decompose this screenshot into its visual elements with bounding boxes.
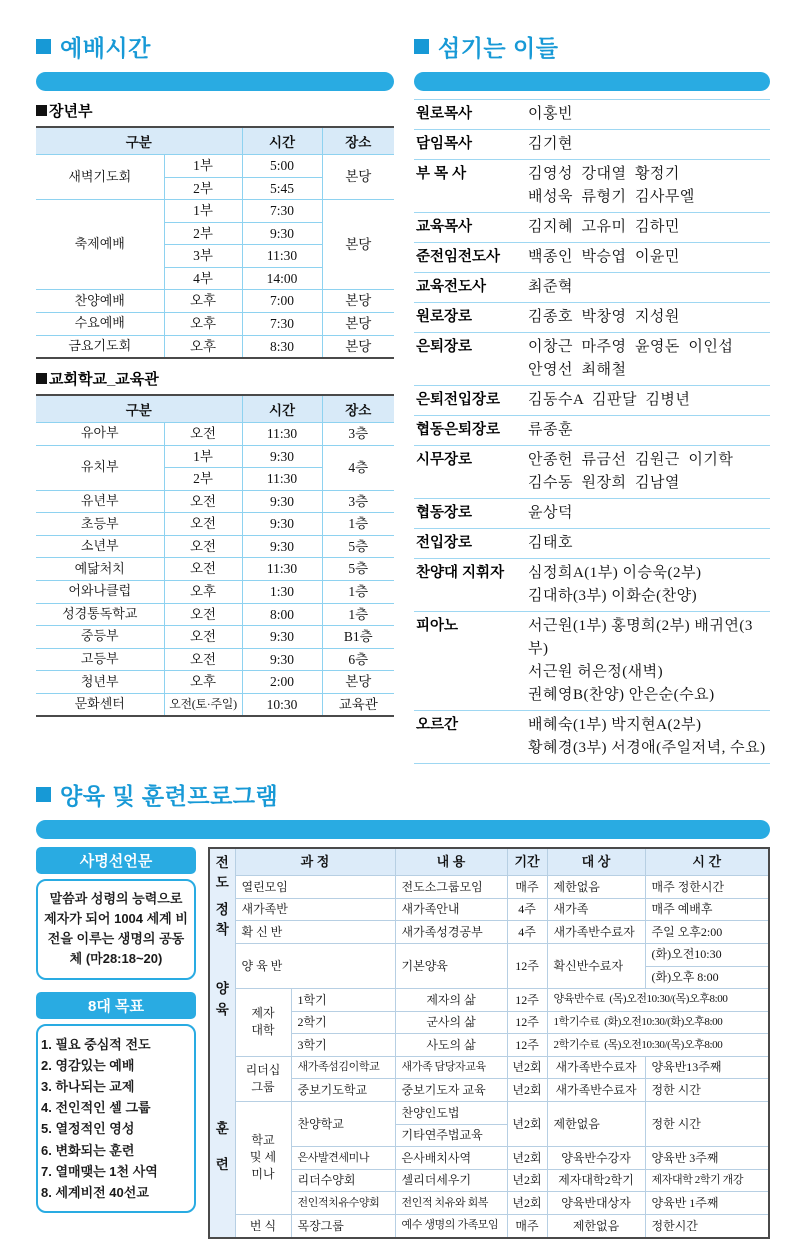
section-title-text: 섬기는 이들	[438, 35, 559, 61]
goal-item: 8. 세계비전 40선교	[41, 1184, 149, 1200]
cell-place: 6층	[322, 648, 394, 671]
cell-time: 7:30	[242, 312, 322, 335]
cell-time: (화)오후 8:00	[645, 966, 769, 989]
servant-names-line: 서근원(1부) 홍명희(2부) 배귀연(3부)	[528, 618, 753, 657]
cell-place: 1층	[322, 581, 394, 604]
goals-heading: 8대 목표	[36, 992, 196, 1019]
cell-period: 12주	[507, 943, 547, 988]
cell-part: 오전	[164, 648, 242, 671]
cell-time: 주일 오후2:00	[645, 921, 769, 944]
servant-names-line: 안종헌 류금선 김원근 이기학	[528, 452, 734, 468]
cell-time: 11:30	[242, 245, 322, 268]
servant-names-line: 김대하(3부) 이화순(찬양)	[528, 588, 698, 604]
table-row	[209, 921, 769, 944]
cell-part: 오전	[164, 535, 242, 558]
servant-names-line: 김수동 원장희 김남열	[528, 475, 680, 491]
cell-time: 11:30	[242, 423, 322, 446]
cell-name: 성경통독학교	[36, 603, 164, 626]
cell-place: 본당	[322, 312, 394, 335]
cell-part: 2부	[164, 222, 242, 245]
servant-role: 담임목사	[416, 136, 473, 152]
servant-names-line: 김태호	[528, 535, 573, 551]
cell-place: 3층	[322, 490, 394, 513]
cell-part: 2부	[164, 468, 242, 491]
cell-target: 새가족반수료자	[547, 1056, 645, 1079]
table-row	[36, 200, 394, 223]
cell-place: B1층	[322, 626, 394, 649]
cell-name: 새벽기도회	[36, 155, 164, 200]
cell-name: 청년부	[36, 671, 164, 694]
table-row	[209, 876, 769, 899]
cell-part: 오후	[164, 581, 242, 604]
servants-section	[414, 26, 770, 764]
col-header-time: 시간	[242, 395, 322, 423]
cell-course: 리더수양회	[291, 1169, 395, 1192]
program-table-wrap	[208, 847, 770, 1239]
cell-target: 확신반수료자	[547, 943, 645, 988]
servant-names-line: 이창근 마주영 윤영돈 이인섭	[528, 339, 734, 355]
servant-entry	[414, 499, 770, 529]
cell-name: 수요예배	[36, 312, 164, 335]
cell-content: 군사의 삶	[395, 1011, 507, 1034]
cell-name: 어와나클럽	[36, 581, 164, 604]
servant-names-line: 김영성 강대열 황정기	[528, 166, 680, 182]
servant-role: 전입장로	[416, 535, 473, 551]
cell-target-time: 1학기수료 (화)오전10:30/(화)오후8:00	[547, 1011, 769, 1034]
top-section	[36, 26, 770, 764]
cell-time: 9:30	[242, 535, 322, 558]
col-header-gubun: 구분	[36, 395, 242, 423]
adult-subheading: 장년부	[36, 100, 394, 121]
servant-role: 원로장로	[416, 309, 473, 325]
table-row	[209, 1056, 769, 1079]
mission-heading: 사명선언문	[36, 847, 196, 874]
cell-time: 제자대학 2학기 개강	[645, 1169, 769, 1192]
cell-target-time: 2학기수료 (목)오전10:30/(목)오후8:00	[547, 1034, 769, 1057]
cell-course: 열린모임	[235, 876, 395, 899]
cell-time: 14:00	[242, 267, 322, 290]
cell-time: 2:00	[242, 671, 322, 694]
table-row	[36, 603, 394, 626]
cell-content: 은사배치사역	[395, 1147, 507, 1170]
servant-role: 찬양대 지휘자	[416, 565, 505, 581]
cell-place: 교육관	[322, 693, 394, 716]
cell-course: 확 신 반	[235, 921, 395, 944]
table-row	[36, 671, 394, 694]
cell-content: 기본양육	[395, 943, 507, 988]
program-table	[208, 847, 770, 1239]
cell-time: 11:30	[242, 468, 322, 491]
servant-names-line: 류종훈	[528, 422, 573, 438]
table-header-row	[36, 127, 394, 155]
servant-entry	[414, 416, 770, 446]
servant-entry	[414, 273, 770, 303]
cell-part: 4부	[164, 267, 242, 290]
cell-target: 새가족	[547, 898, 645, 921]
cell-content: 전인적 치유와 회복	[395, 1192, 507, 1215]
cell-time: 11:30	[242, 558, 322, 581]
cell-course: 새가족섬김이학교	[291, 1056, 395, 1079]
table-row	[36, 155, 394, 178]
goal-item: 7. 열매맺는 1천 사역	[41, 1163, 158, 1179]
section-title-servants	[414, 30, 770, 63]
cell-period: 년2회	[507, 1147, 547, 1170]
cell-part: 오전	[164, 423, 242, 446]
cell-time: 양육반 1주째	[645, 1192, 769, 1215]
cell-name: 금요기도회	[36, 335, 164, 358]
cell-content: 사도의 삶	[395, 1034, 507, 1057]
cell-course: 양 육 반	[235, 943, 395, 988]
square-bullet-icon	[414, 39, 429, 54]
table-row	[36, 290, 394, 313]
servant-names-line: 안영선 최해철	[528, 362, 627, 378]
table-row	[209, 1169, 769, 1192]
table-row	[36, 445, 394, 468]
cell-period: 12주	[507, 1034, 547, 1057]
church-school-table	[36, 394, 394, 717]
col-header-place: 장소	[322, 395, 394, 423]
cell-period: 년2회	[507, 1079, 547, 1102]
goal-item: 6. 변화되는 훈련	[41, 1142, 135, 1158]
cell-place: 본당	[322, 671, 394, 694]
cell-name: 예닮처치	[36, 558, 164, 581]
cell-content: 전도소그룹모임	[395, 876, 507, 899]
cell-place: 5층	[322, 558, 394, 581]
cell-time: 8:00	[242, 603, 322, 626]
square-bullet-icon	[36, 787, 51, 802]
cell-part: 2부	[164, 177, 242, 200]
servant-entry	[414, 386, 770, 416]
cell-course: 찬양학교	[291, 1102, 395, 1147]
servant-names-line: 심정희A(1부) 이승욱(2부)	[528, 565, 702, 581]
servants-list	[414, 99, 770, 764]
section-accent-bar	[36, 72, 394, 91]
cell-time: 정한시간	[645, 1215, 769, 1238]
goal-item: 2. 영감있는 예배	[41, 1057, 135, 1073]
cell-name: 초등부	[36, 513, 164, 536]
goal-item: 4. 전인적인 셀 그룹	[41, 1100, 151, 1116]
cell-target: 양육반대상자	[547, 1192, 645, 1215]
cell-time: 정한 시간	[645, 1102, 769, 1147]
table-row	[209, 1034, 769, 1057]
table-row	[209, 1011, 769, 1034]
cell-time: 7:30	[242, 200, 322, 223]
servant-names-line: 백종인 박승엽 이윤민	[528, 249, 680, 265]
cell-time: 5:45	[242, 177, 322, 200]
small-square-bullet-icon	[36, 373, 47, 384]
table-header-row	[209, 848, 769, 876]
servant-role: 원로목사	[416, 106, 473, 122]
servant-entry	[414, 446, 770, 499]
cell-name: 유년부	[36, 490, 164, 513]
cell-part: 1부	[164, 155, 242, 178]
cell-part: 오후	[164, 671, 242, 694]
cell-time: 9:30	[242, 490, 322, 513]
servant-names-line: 김지혜 고유미 김하민	[528, 219, 680, 235]
servant-names-line: 이홍빈	[528, 106, 573, 122]
cell-part: 오전(토·주일)	[164, 693, 242, 716]
cell-content: 중보기도자 교육	[395, 1079, 507, 1102]
servant-names-line: 윤상덕	[528, 505, 573, 521]
adult-worship-table	[36, 126, 394, 359]
servant-entry	[414, 529, 770, 559]
table-row	[36, 693, 394, 716]
cell-content: 새가족 담당자교육	[395, 1056, 507, 1079]
cell-content: 찬양인도법	[395, 1102, 507, 1125]
cell-part: 오전	[164, 558, 242, 581]
church-school-subheading: 교회학교_교육관	[36, 368, 394, 389]
servant-names-line: 김종호 박창영 지성원	[528, 309, 680, 325]
cell-part: 3부	[164, 245, 242, 268]
cell-place: 본당	[322, 200, 394, 290]
cell-time: 1:30	[242, 581, 322, 604]
servant-entry	[414, 612, 770, 711]
cell-course: 3학기	[291, 1034, 395, 1057]
col-header-period: 기간	[507, 848, 547, 876]
cell-time: 8:30	[242, 335, 322, 358]
table-row	[36, 581, 394, 604]
servant-role: 시무장로	[416, 452, 473, 468]
cell-part: 오전	[164, 603, 242, 626]
cell-period: 매주	[507, 1215, 547, 1238]
col-header-target: 대 상	[547, 848, 645, 876]
cell-place: 1층	[322, 603, 394, 626]
cell-part: 1부	[164, 200, 242, 223]
cell-course: 새가족반	[235, 898, 395, 921]
servant-names-line: 최준혁	[528, 279, 573, 295]
cell-name: 소년부	[36, 535, 164, 558]
mission-box	[36, 847, 196, 980]
cell-course: 전인적치유수양회	[291, 1192, 395, 1215]
training-program-section	[36, 778, 770, 1239]
goal-item: 5. 열정적인 영성	[41, 1121, 135, 1137]
cell-time: (화)오전10:30	[645, 943, 769, 966]
cell-time: 양육반 3주째	[645, 1147, 769, 1170]
servant-role: 교육목사	[416, 219, 473, 235]
col-header-course: 과 정	[235, 848, 395, 876]
cell-period: 매주	[507, 876, 547, 899]
cell-part: 1부	[164, 445, 242, 468]
cell-time: 10:30	[242, 693, 322, 716]
cell-target: 제한없음	[547, 1102, 645, 1147]
table-header-row	[36, 395, 394, 423]
cell-target: 제한없음	[547, 1215, 645, 1238]
servant-names-line: 배성욱 류형기 김사무엘	[528, 189, 695, 205]
section-title-text: 양육 및 훈련프로그램	[60, 783, 279, 809]
servant-role: 준전임전도사	[416, 249, 501, 265]
servant-names-line: 김동수A 김판달 김병년	[528, 392, 691, 408]
servant-names-line: 권혜영B(찬양) 안은순(수요)	[528, 687, 715, 703]
cell-place: 3층	[322, 423, 394, 446]
cell-time: 정한 시간	[645, 1079, 769, 1102]
cell-period: 12주	[507, 989, 547, 1012]
goal-item: 1. 필요 중심적 전도	[41, 1036, 151, 1052]
cell-name: 고등부	[36, 648, 164, 671]
group-label-evangelism: 전도	[209, 848, 235, 898]
table-row	[209, 989, 769, 1012]
cell-course: 2학기	[291, 1011, 395, 1034]
servant-entry	[414, 130, 770, 160]
cell-part: 오후	[164, 290, 242, 313]
table-row	[36, 535, 394, 558]
table-row	[36, 335, 394, 358]
group-label-nurture: 양육	[209, 943, 235, 1056]
cell-course-group: 학교 및 세미나	[235, 1102, 291, 1215]
goal-item: 3. 하나되는 교제	[41, 1078, 135, 1094]
cell-time: 9:30	[242, 222, 322, 245]
section-title-worship	[36, 30, 394, 63]
cell-course-group: 번 식	[235, 1215, 291, 1238]
program-content	[36, 847, 770, 1239]
cell-period: 4주	[507, 921, 547, 944]
cell-period: 12주	[507, 1011, 547, 1034]
servant-role: 협동장로	[416, 505, 473, 521]
table-row	[36, 312, 394, 335]
cell-part: 오전	[164, 490, 242, 513]
servant-role: 부 목 사	[416, 166, 467, 182]
cell-course-group: 제자 대학	[235, 989, 291, 1057]
cell-content: 새가족안내	[395, 898, 507, 921]
table-row	[209, 1192, 769, 1215]
cell-target: 양육반수강자	[547, 1147, 645, 1170]
col-header-time: 시 간	[645, 848, 769, 876]
table-row	[209, 1215, 769, 1238]
section-accent-bar	[414, 72, 770, 91]
servant-entry	[414, 160, 770, 213]
servant-role: 교육전도사	[416, 279, 487, 295]
cell-course: 1학기	[291, 989, 395, 1012]
section-title-program	[36, 778, 770, 811]
cell-place: 본당	[322, 290, 394, 313]
cell-time: 9:30	[242, 513, 322, 536]
cell-name: 중등부	[36, 626, 164, 649]
cell-target: 제한없음	[547, 876, 645, 899]
cell-name: 찬양예배	[36, 290, 164, 313]
servant-entry	[414, 559, 770, 612]
table-row	[209, 1079, 769, 1102]
cell-place: 1층	[322, 513, 394, 536]
cell-name: 유아부	[36, 423, 164, 446]
cell-part: 오후	[164, 312, 242, 335]
table-row	[36, 558, 394, 581]
table-row	[209, 898, 769, 921]
cell-course: 목장그룹	[291, 1215, 395, 1238]
col-header-gubun: 구분	[36, 127, 242, 155]
cell-period: 년2회	[507, 1056, 547, 1079]
col-header-place: 장소	[322, 127, 394, 155]
cell-course: 중보기도학교	[291, 1079, 395, 1102]
cell-name: 유치부	[36, 445, 164, 490]
servant-entry	[414, 243, 770, 273]
worship-times-section	[36, 26, 394, 764]
cell-part: 오후	[164, 335, 242, 358]
table-row	[36, 648, 394, 671]
cell-place: 본당	[322, 335, 394, 358]
square-bullet-icon	[36, 39, 51, 54]
cell-period: 년2회	[507, 1169, 547, 1192]
servant-role: 협동은퇴장로	[416, 422, 501, 438]
cell-target-time: 양육반수료 (목)오전10:30/(목)오후8:00	[547, 989, 769, 1012]
cell-target: 새가족반수료자	[547, 921, 645, 944]
group-label-training: 훈련	[209, 1056, 235, 1237]
cell-name: 문화센터	[36, 693, 164, 716]
cell-content: 예수 생명의 가족모임	[395, 1215, 507, 1238]
cell-content: 제자의 삶	[395, 989, 507, 1012]
goals-box	[36, 992, 196, 1214]
servant-names-line: 김기현	[528, 136, 573, 152]
cell-place: 4층	[322, 445, 394, 490]
small-square-bullet-icon	[36, 105, 47, 116]
cell-content: 새가족성경공부	[395, 921, 507, 944]
cell-period: 년2회	[507, 1192, 547, 1215]
cell-time: 7:00	[242, 290, 322, 313]
servant-entry	[414, 333, 770, 386]
cell-part: 오전	[164, 513, 242, 536]
table-row	[209, 943, 769, 966]
servant-role: 은퇴장로	[416, 339, 473, 355]
cell-place: 5층	[322, 535, 394, 558]
col-header-content: 내 용	[395, 848, 507, 876]
cell-time: 매주 예배후	[645, 898, 769, 921]
cell-place: 본당	[322, 155, 394, 200]
cell-name: 축제예배	[36, 200, 164, 290]
servant-entry	[414, 711, 770, 764]
cell-target: 제자대학2학기	[547, 1169, 645, 1192]
table-row	[36, 626, 394, 649]
mission-text: 말씀과 성령의 능력으로 제자가 되어 1004 세계 비전을 이루는 생명의 공동체 (마28:18~20)	[36, 879, 196, 980]
cell-time: 양육반13주째	[645, 1056, 769, 1079]
section-accent-bar	[36, 820, 770, 839]
cell-content: 기타연주법교육	[395, 1124, 507, 1147]
servant-role: 오르간	[416, 717, 459, 733]
cell-time: 5:00	[242, 155, 322, 178]
table-row	[36, 490, 394, 513]
cell-part: 오전	[164, 626, 242, 649]
servant-names-line: 서근원 허은정(새벽)	[528, 664, 664, 680]
cell-time: 9:30	[242, 648, 322, 671]
cell-time: 9:30	[242, 626, 322, 649]
servant-entry	[414, 100, 770, 130]
cell-period: 년2회	[507, 1102, 547, 1147]
cell-target: 새가족반수료자	[547, 1079, 645, 1102]
cell-period: 4주	[507, 898, 547, 921]
servant-role: 은퇴전입장로	[416, 392, 501, 408]
table-row	[36, 423, 394, 446]
group-label-settlement: 정착	[209, 898, 235, 943]
cell-time: 매주 정한시간	[645, 876, 769, 899]
cell-course-group: 리더십 그룹	[235, 1056, 291, 1101]
table-row	[209, 1102, 769, 1125]
table-row	[36, 513, 394, 536]
servant-entry	[414, 303, 770, 333]
cell-time: 9:30	[242, 445, 322, 468]
cell-course: 은사발견세미나	[291, 1147, 395, 1170]
servant-names-line: 황혜경(3부) 서경애(주일저녁, 수요)	[528, 740, 766, 756]
servant-entry	[414, 213, 770, 243]
col-header-time: 시간	[242, 127, 322, 155]
table-row	[209, 1147, 769, 1170]
cell-content: 셀리더세우기	[395, 1169, 507, 1192]
program-sidebar	[36, 847, 196, 1239]
section-title-text: 예배시간	[60, 35, 151, 61]
servant-role: 피아노	[416, 618, 459, 634]
servant-names-line: 배혜숙(1부) 박지현A(2부)	[528, 717, 702, 733]
